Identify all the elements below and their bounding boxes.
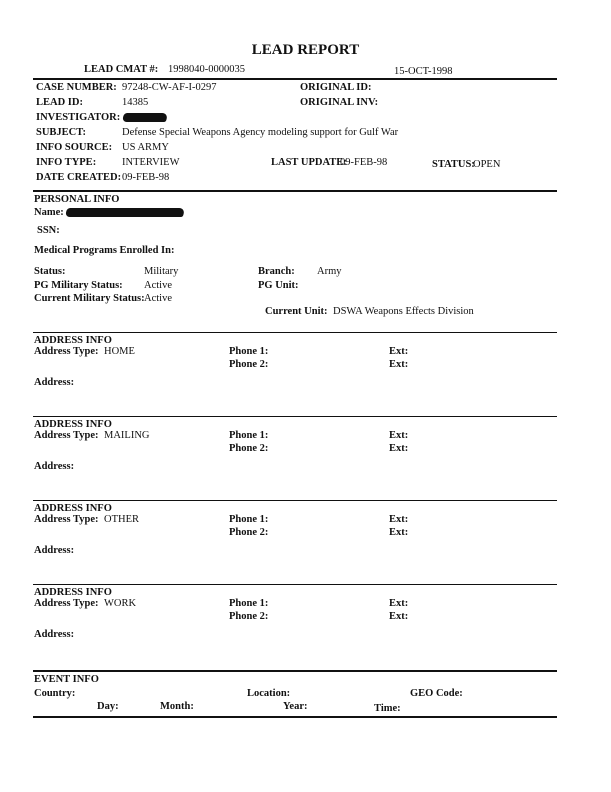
- lead-id-label: LEAD ID:: [36, 97, 83, 108]
- case-number-label: CASE NUMBER:: [36, 82, 117, 93]
- personal-heading: PERSONAL INFO: [34, 194, 120, 205]
- divider: [33, 78, 557, 80]
- address-label: Address:: [34, 545, 75, 556]
- address-type-label: Address Type:: [34, 430, 99, 441]
- date-created-label: DATE CREATED:: [36, 172, 122, 183]
- branch-value: Army: [317, 266, 342, 277]
- cmat-value: 1998040-0000035: [168, 64, 245, 75]
- divider: [33, 584, 557, 585]
- address-label: Address:: [34, 461, 75, 472]
- original-id-label: ORIGINAL ID:: [300, 82, 372, 93]
- report-date: 15-OCT-1998: [394, 66, 453, 77]
- investigator-label: INVESTIGATOR:: [36, 112, 121, 123]
- divider: [33, 670, 557, 672]
- address-heading: ADDRESS INFO: [34, 587, 112, 598]
- status-label: STATUS:: [432, 159, 475, 170]
- page-title: LEAD REPORT: [251, 42, 360, 58]
- address-type: MAILING: [104, 430, 150, 441]
- month-label: Month:: [160, 701, 194, 712]
- ext2-label: Ext:: [389, 359, 409, 370]
- status: OPEN: [473, 159, 501, 170]
- day-label: Day:: [97, 701, 119, 712]
- phone2-label: Phone 2:: [229, 527, 269, 538]
- last-update: 09-FEB-98: [340, 157, 388, 168]
- pg-military-status-label: PG Military Status:: [34, 280, 123, 291]
- address-heading: ADDRESS INFO: [34, 419, 112, 430]
- current-unit: DSWA Weapons Effects Division: [333, 306, 474, 317]
- address-heading: ADDRESS INFO: [34, 335, 112, 346]
- lead-id: 14385: [122, 97, 149, 108]
- phone2-label: Phone 2:: [229, 611, 269, 622]
- medical-label: Medical Programs Enrolled In:: [34, 245, 175, 256]
- current-unit-label: Current Unit:: [265, 306, 328, 317]
- address-label: Address:: [34, 629, 75, 640]
- phone1-label: Phone 1:: [229, 514, 269, 525]
- address-type-label: Address Type:: [34, 598, 99, 609]
- current-military-status: Active: [144, 293, 172, 304]
- name-label: Name:: [34, 207, 64, 218]
- subject: Defense Special Weapons Agency modeling support for Gulf War: [122, 127, 399, 138]
- status-label: Status:: [34, 266, 66, 277]
- location-label: Location:: [247, 688, 291, 699]
- pg-military-status: Active: [144, 280, 172, 291]
- ext2-label: Ext:: [389, 611, 409, 622]
- pg-unit-label: PG Unit:: [258, 280, 299, 291]
- last-update-label: LAST UPDATE:: [271, 157, 347, 168]
- divider: [33, 716, 557, 718]
- ext1-label: Ext:: [389, 346, 409, 357]
- ext1-label: Ext:: [389, 598, 409, 609]
- phone1-label: Phone 1:: [229, 346, 269, 357]
- address-type: OTHER: [104, 514, 139, 525]
- case-number: 97248-CW-AF-I-0297: [122, 82, 217, 93]
- address-heading: ADDRESS INFO: [34, 503, 112, 514]
- original-inv-label: ORIGINAL INV:: [300, 97, 379, 108]
- info-source: US ARMY: [122, 142, 169, 153]
- ssn-label: SSN:: [37, 225, 60, 236]
- event-heading: EVENT INFO: [34, 674, 99, 685]
- cmat-label: LEAD CMAT #:: [84, 64, 159, 75]
- info-type-label: INFO TYPE:: [36, 157, 97, 168]
- branch-label: Branch:: [258, 266, 295, 277]
- phone1-label: Phone 1:: [229, 430, 269, 441]
- country-label: Country:: [34, 688, 76, 699]
- ext2-label: Ext:: [389, 443, 409, 454]
- current-military-status-label: Current Military Status:: [34, 293, 145, 304]
- address-type-label: Address Type:: [34, 514, 99, 525]
- divider: [33, 416, 557, 417]
- phone2-label: Phone 2:: [229, 359, 269, 370]
- divider: [33, 332, 557, 333]
- geo-code-label: GEO Code:: [410, 688, 463, 699]
- subject-label: SUBJECT:: [36, 127, 86, 138]
- ext1-label: Ext:: [389, 430, 409, 441]
- ext2-label: Ext:: [389, 527, 409, 538]
- address-type: WORK: [104, 598, 137, 609]
- year-label: Year:: [283, 701, 308, 712]
- time-label: Time:: [374, 703, 401, 714]
- name-redaction: [65, 208, 185, 217]
- phone1-label: Phone 1:: [229, 598, 269, 609]
- divider: [33, 500, 557, 501]
- ext1-label: Ext:: [389, 514, 409, 525]
- address-label: Address:: [34, 377, 75, 388]
- info-source-label: INFO SOURCE:: [36, 142, 113, 153]
- divider: [33, 190, 557, 192]
- date-created: 09-FEB-98: [122, 172, 170, 183]
- info-type: INTERVIEW: [122, 157, 180, 168]
- phone2-label: Phone 2:: [229, 443, 269, 454]
- address-type: HOME: [104, 346, 135, 357]
- address-type-label: Address Type:: [34, 346, 99, 357]
- investigator-redaction: [122, 113, 168, 122]
- status-value: Military: [144, 266, 179, 277]
